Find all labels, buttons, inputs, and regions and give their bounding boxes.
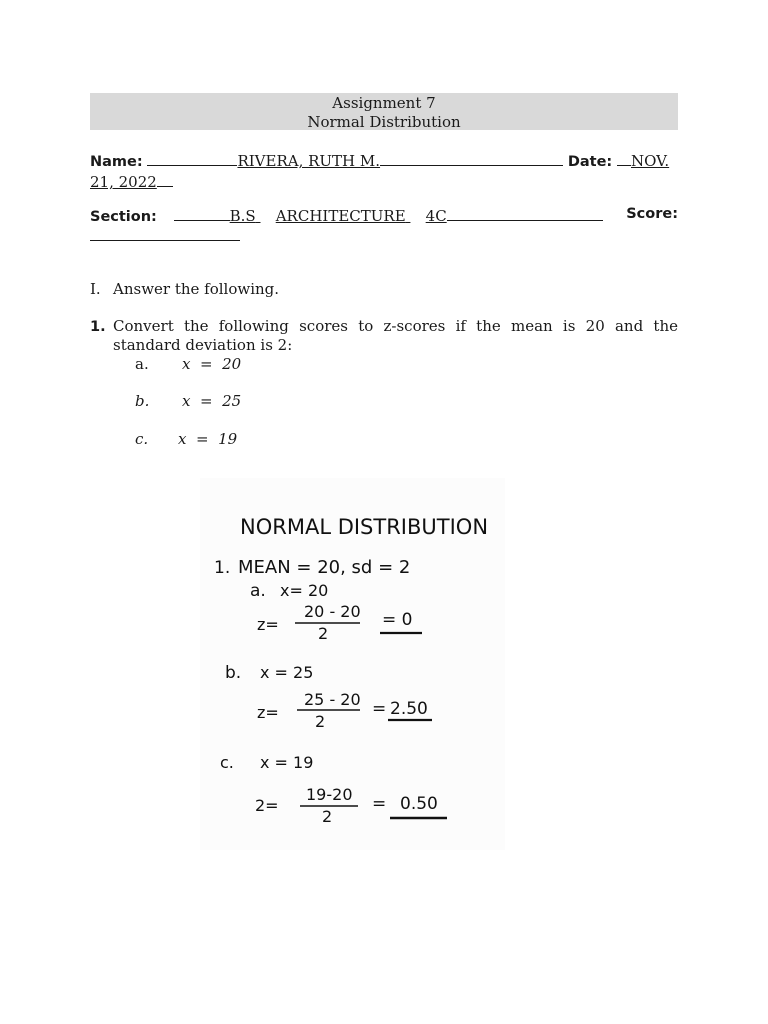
student-name: RIVERA, RUTH M. [237, 152, 381, 170]
assignment-title-box [90, 93, 678, 130]
hw-c-x: x = 19 [260, 753, 314, 772]
instructions-text: Answer the following. [113, 280, 280, 298]
item-a-expression: x = 20 [182, 355, 242, 373]
hw-a-z: z= [257, 615, 279, 634]
date-blank-right [157, 172, 173, 187]
instructions-roman: I. [90, 280, 101, 298]
question-1-item-a [135, 355, 242, 373]
item-b-expression: x = 25 [182, 392, 242, 410]
assignment-title: Assignment 7 [332, 94, 436, 112]
hw-given-number: 1. [214, 558, 231, 578]
hw-heading: NORMAL DISTRIBUTION [240, 515, 489, 539]
section-gap-1 [256, 207, 276, 225]
date-value-part1: NOV. [631, 152, 670, 170]
date-continued-line [90, 172, 173, 191]
question-1-text-line2: standard deviation is 2: [113, 336, 293, 354]
score-label: Score: [626, 206, 678, 222]
hw-b-denominator: 2 [315, 712, 326, 731]
name-blank-right [380, 151, 563, 166]
hw-b-z: z= [257, 703, 279, 722]
section-blank-right [447, 206, 603, 221]
hw-c-denominator: 2 [322, 807, 333, 826]
hw-a-denominator: 2 [318, 624, 329, 643]
hw-a-result: = 0 [382, 610, 413, 630]
hw-given: MEAN = 20, sd = 2 [238, 557, 411, 578]
assignment-subtitle: Normal Distribution [307, 113, 461, 131]
item-b-letter: b. [135, 392, 150, 410]
item-a-letter: a. [135, 355, 149, 373]
hw-a-label: a. [250, 581, 266, 601]
hw-b-result: 2.50 [390, 699, 428, 719]
date-label: Date: [567, 154, 613, 170]
hw-c-equals: = [372, 794, 387, 814]
instructions-line [90, 280, 280, 298]
hw-b-equals: = [372, 699, 387, 719]
score-blank-line [90, 226, 240, 245]
handwritten-solution-image [200, 478, 505, 850]
hw-a-x: x= 20 [280, 581, 329, 600]
section-value-3: 4C [425, 207, 447, 225]
question-1 [90, 317, 678, 335]
name-blank-left [147, 151, 237, 166]
hw-a-numerator: 20 - 20 [304, 602, 361, 621]
name-date-line [90, 151, 669, 170]
hw-c-label: c. [220, 753, 234, 772]
hw-c-z: 2= [255, 796, 279, 815]
section-gap-2 [406, 207, 426, 225]
section-value-1: B.S [229, 207, 256, 225]
score-blank [90, 226, 240, 241]
date-value-part2: 21, 2022 [90, 173, 157, 191]
hw-c-result: 0.50 [400, 794, 438, 814]
question-1-item-b [135, 392, 242, 410]
hw-b-label: b. [225, 663, 242, 683]
section-score-line [90, 206, 678, 225]
date-blank-left [617, 151, 631, 166]
question-1-item-c [135, 430, 238, 448]
hw-b-numerator: 25 - 20 [304, 690, 361, 709]
item-c-letter: c. [135, 430, 149, 448]
name-label: Name: [90, 154, 143, 170]
hw-b-x: x = 25 [260, 663, 314, 682]
section-blank-left [174, 206, 230, 221]
item-c-expression: x = 19 [178, 430, 238, 448]
section-label: Section: [90, 209, 157, 225]
hw-c-numerator: 19-20 [306, 785, 353, 804]
question-1-text-line1: Convert the following scores to z-scores if the mean is 20 and the [113, 317, 678, 335]
section-value-2: ARCHITECTURE [275, 207, 406, 225]
question-1-number: 1. [90, 319, 106, 335]
